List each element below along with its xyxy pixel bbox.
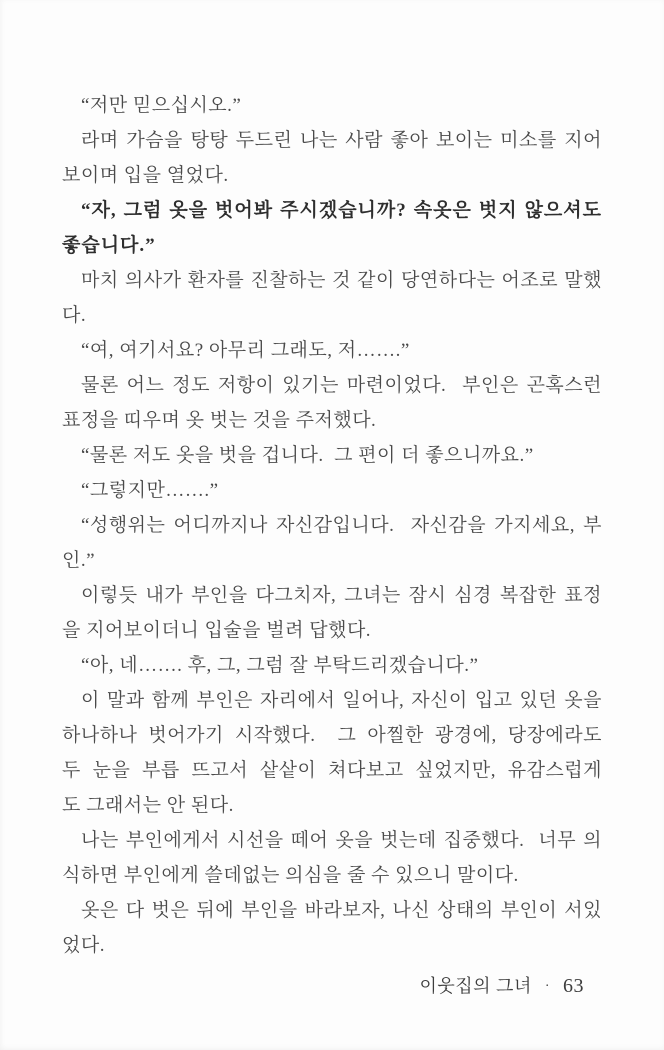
text-block: [62, 88, 602, 963]
paragraph-line: 을 지어보이더니 입술을 벌려 답했다.: [62, 620, 372, 641]
paragraph-line: “여, 여기서요? 아무리 그래도, 저…….”: [81, 340, 410, 361]
running-footer: [420, 972, 585, 998]
paragraph-line: 좋습니다.”: [62, 235, 156, 256]
paragraph-line: 옷은 다 벗은 뒤에 부인을 바라보자, 나신 상태의 부인이 서있: [81, 900, 602, 921]
page-number: 63: [563, 975, 584, 997]
paragraph-line: 이렇듯 내가 부인을 다그치자, 그녀는 잠시 심경 복잡한 표정: [81, 585, 602, 606]
paragraph-line: 마치 의사가 환자를 진찰하는 것 같이 당연하다는 어조로 말했: [81, 270, 602, 291]
paragraph-line: 식하면 부인에게 쓸데없는 의심을 줄 수 있으니 말이다.: [62, 865, 519, 886]
paragraph-line: “성행위는 어디까지나 자신감입니다. 자신감을 가지세요, 부: [81, 515, 602, 536]
paragraph-line: 었다.: [62, 935, 105, 956]
paragraph-line: 다.: [62, 305, 87, 326]
paragraph-line: 두 눈을 부릅 뜨고서 샅샅이 쳐다보고 싶었지만, 유감스럽게: [62, 760, 602, 781]
paragraph-line: 도 그래서는 안 된다.: [62, 795, 234, 816]
paragraph-line: “아, 네……. 후, 그, 그럼 잘 부탁드리겠습니다.”: [81, 655, 479, 676]
paragraph-line: 보이며 입을 열었다.: [62, 165, 229, 186]
footer-book-title: 이웃집의 그녀: [419, 976, 532, 996]
paragraph-line: 나는 부인에게서 시선을 떼어 옷을 벗는데 집중했다. 너무 의: [81, 830, 602, 851]
paragraph-line: 표정을 띠우며 옷 벗는 것을 주저했다.: [62, 410, 377, 431]
paragraph-line: “물론 저도 옷을 벗을 겁니다. 그 편이 더 좋으니까요.”: [81, 445, 534, 466]
footer-separator-dot: ·: [544, 979, 550, 994]
paragraph-line: 인.”: [62, 550, 96, 571]
paragraph-line: 이 말과 함께 부인은 자리에서 일어나, 자신이 입고 있던 옷을: [81, 690, 602, 711]
paragraph-line: “그렇지만…….”: [81, 480, 219, 501]
paragraph-line: “자, 그럼 옷을 벗어봐 주시겠습니까? 속옷은 벗지 않으셔도: [81, 200, 602, 221]
paragraph-line: 물론 어느 정도 저항이 있기는 마련이었다. 부인은 곤혹스런: [81, 375, 602, 396]
paragraph-line: “저만 믿으십시오.”: [81, 95, 242, 116]
paragraph-line: 라며 가슴을 탕탕 두드린 나는 사람 좋아 보이는 미소를 지어: [81, 130, 602, 151]
paragraph-line: 하나하나 벗어가기 시작했다. 그 아찔한 광경에, 당장에라도: [62, 725, 602, 746]
